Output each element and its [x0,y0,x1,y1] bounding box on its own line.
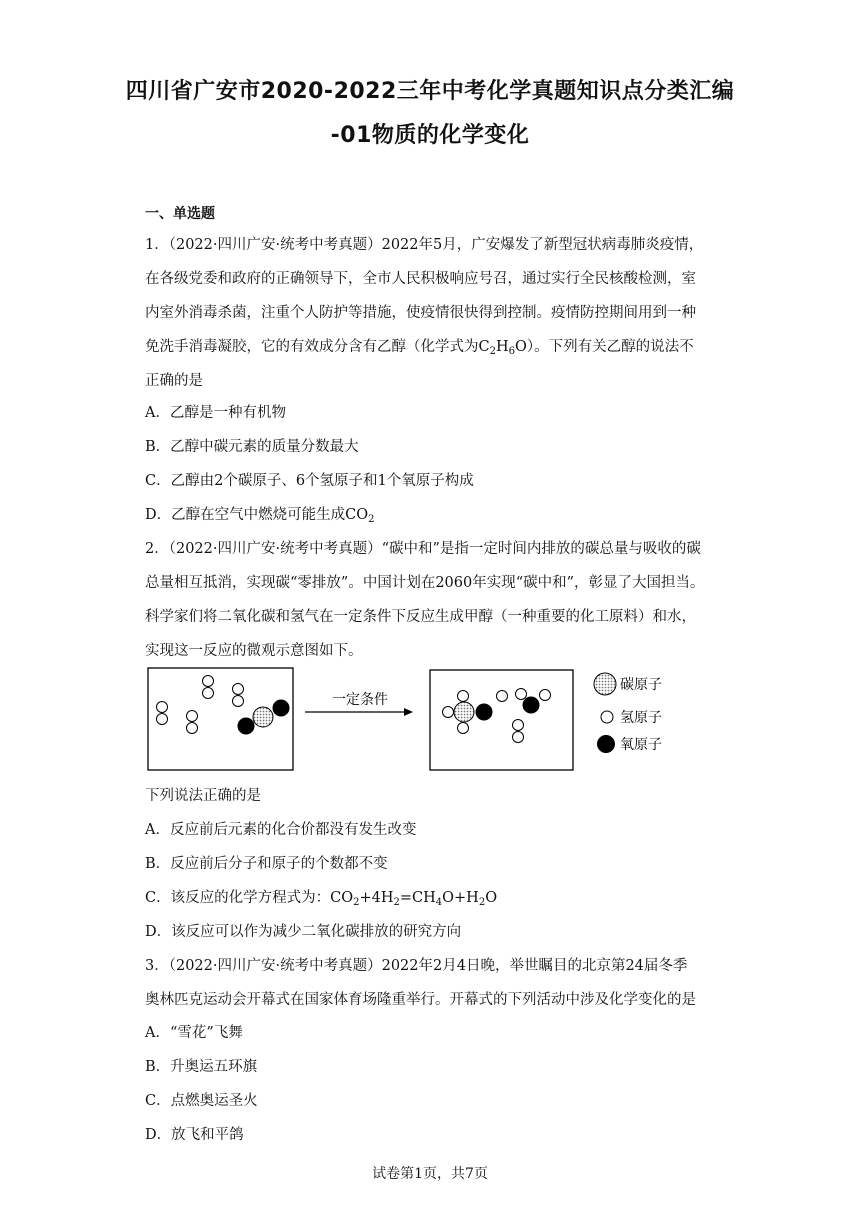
q2-option-d: D．该反应可以作为减少二氧化碳排放的研究方向 [145,924,462,940]
q2-option-a: A．反应前后元素的化合价都没有发生改变 [145,822,417,838]
q1-line-1: 1．（2022·四川广安·统考中考真题）2022年5月，广安爆发了新型冠状病毒肺炎疫情， [145,237,704,253]
water-molecule [516,689,551,714]
products-box [430,670,573,770]
q3-option-b: B．升奥运五环旗 [145,1059,258,1075]
q1-option-c: C．乙醇由2个碳原子、6个氢原子和1个氧原子构成 [145,473,474,489]
section-heading: 一、单选题 [145,206,215,222]
legend-carbon-icon [594,673,616,695]
q2-line-2: 总量相互抵消，实现碳“零排放”。中国计划在2060年实现“碳中和”，彰显了大国担当。 [145,575,705,591]
h2-leftover [513,720,524,743]
q2-prompt: 下列说法正确的是 [145,788,261,804]
methanol-molecule [443,691,508,734]
reaction-condition: 一定条件 [332,692,388,708]
q2-line-3: 科学家们将二氧化碳和氢气在一定条件下反应生成甲醇（一种重要的化工原料）和水， [145,609,696,625]
q2-option-c: C．该反应的化学方程式为：$CO_2+4H_2=CH_4O+H_2O$ [145,890,498,908]
reaction-diagram [145,665,705,777]
q2-line-4: 实现这一反应的微观示意图如下。 [145,643,363,659]
page-footer: 试卷第1页，共7页 [372,1166,488,1182]
legend-hydrogen-label: 氢原子 [620,710,662,726]
legend-hydrogen-icon [601,711,613,723]
q3-option-d: D．放飞和平鸽 [145,1127,244,1143]
legend-oxygen-label: 氧原子 [620,737,662,753]
h2-molecules [157,676,244,734]
q1-line-4-tail: ）。下列有关乙醇的说法不 [526,339,694,355]
q1-option-a: A．乙醇是一种有机物 [145,405,286,421]
doc-title-line1: 四川省广安市2020-2022三年中考化学真题知识点分类汇编 [125,79,735,104]
q3-option-c: C．点燃奥运圣火 [145,1093,258,1109]
co2-molecule [238,700,289,734]
legend [594,673,662,753]
q1-option-b: B．乙醇中碳元素的质量分数最大 [145,439,359,455]
legend-carbon-label: 碳原子 [620,677,662,693]
q3-option-a: A．“雪花”飞舞 [145,1025,243,1041]
q1-line-5: 正确的是 [145,373,203,389]
q1-option-d: D．乙醇在空气中燃烧可能生成$CO_2$ [145,507,375,525]
legend-oxygen-icon [598,736,615,753]
q2-line-1: 2．（2022·四川广安·统考中考真题）“碳中和”是指一定时间内排放的碳总量与吸收的碳 [145,541,701,557]
q3-line-2: 奥林匹克运动会开幕式在国家体育场隆重举行。开幕式的下列活动中涉及化学变化的是 [145,992,696,1008]
q2-option-b: B．反应前后分子和原子的个数都不变 [145,856,388,872]
q1-line-2: 在各级党委和政府的正确领导下，全市人民积极响应号召，通过实行全民核酸检测，室 [145,271,696,287]
doc-title-line2: -01物质的化学变化 [330,123,530,148]
q3-line-1: 3．（2022·四川广安·统考中考真题）2022年2月4日晚，举世瞩目的北京第24届冬季 [145,958,688,974]
q1-line-4-text: 免洗手消毒凝胶，它的有效成分含有乙醇（化学式为 [145,339,479,355]
q1-line-4 [145,335,720,356]
q1-line-3: 内室外消毒杀菌，注重个人防护等措施，使疫情很快得到控制。疫情防控期间用到一种 [145,305,696,321]
ethanol-formula: $C_2H_6O$ [478,339,527,357]
